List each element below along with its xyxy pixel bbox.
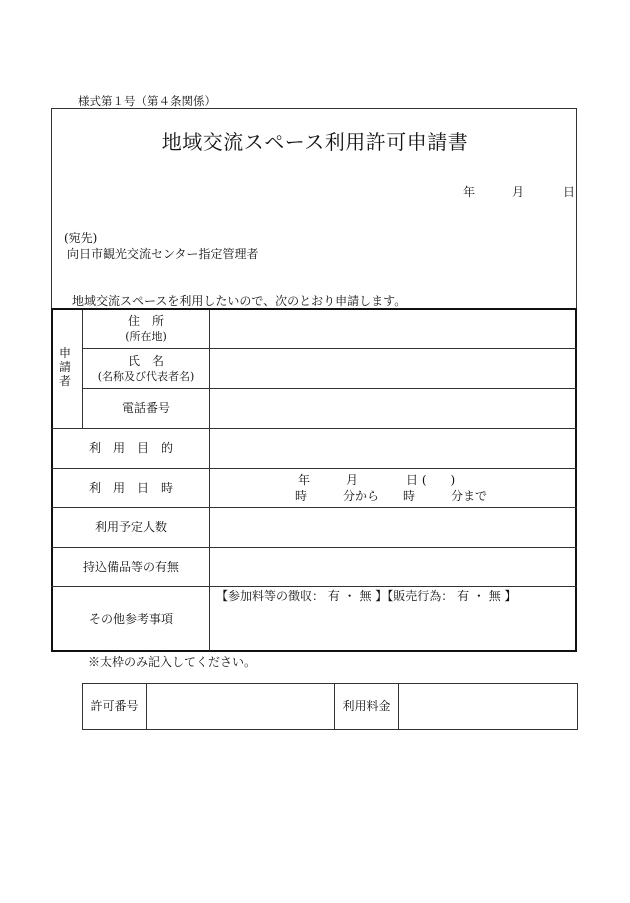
- equipment-label: 持込備品等の有無: [82, 560, 179, 574]
- phone-field[interactable]: [210, 390, 575, 426]
- datetime-date-line[interactable]: 年 月 日 ( ): [298, 473, 456, 487]
- note-text: ※太枠のみ記入してください。: [88, 655, 257, 669]
- date-day-label: 日: [563, 185, 576, 199]
- purpose-label: 利 用 目 的: [88, 441, 173, 455]
- row-divider: [51, 428, 577, 429]
- name-sublabel: (名称及び代表者名): [97, 370, 195, 383]
- permit-number-label: 許可番号: [90, 699, 139, 713]
- page-title: 地域交流スペース利用許可申請書: [161, 130, 469, 154]
- datetime-time-line[interactable]: 時 分から 時 分まで: [295, 489, 488, 503]
- applicant-char: 申: [58, 346, 71, 360]
- people-label: 利用予定人数: [94, 520, 167, 534]
- name-field[interactable]: [210, 350, 575, 386]
- usage-fee-label: 利用料金: [342, 699, 391, 713]
- purpose-field[interactable]: [210, 430, 575, 466]
- datetime-label: 利 用 日 時: [88, 481, 173, 495]
- applicant-section-label: [56, 346, 74, 388]
- other-field[interactable]: 【参加料等の徴収： 有 ・ 無 】【販売行為： 有 ・ 無 】: [216, 589, 517, 603]
- date-month-label: 月: [512, 185, 525, 199]
- applicant-char: 者: [58, 374, 71, 388]
- usage-fee-field[interactable]: [399, 685, 576, 728]
- name-label: 氏 名: [127, 354, 164, 368]
- row-divider: [82, 348, 577, 349]
- row-divider: [51, 468, 577, 469]
- address-label: 住 所: [127, 314, 164, 328]
- addressee-name: 向日市観光交流センター指定管理者: [67, 247, 259, 261]
- row-divider: [51, 586, 577, 587]
- date-year-label: 年: [463, 185, 476, 199]
- form-number: 様式第１号（第４条関係）: [78, 94, 216, 108]
- phone-label: 電話番号: [121, 401, 170, 415]
- people-field[interactable]: [210, 509, 575, 545]
- permit-number-field[interactable]: [147, 685, 334, 728]
- row-divider: [51, 547, 577, 548]
- addressee-label: (宛先): [64, 231, 98, 245]
- row-divider: [82, 388, 577, 389]
- row-divider: [51, 507, 577, 508]
- address-sublabel: (所在地): [125, 330, 167, 343]
- equipment-field[interactable]: [210, 549, 575, 585]
- other-label: その他参考事項: [88, 612, 173, 626]
- address-field[interactable]: [210, 312, 575, 346]
- applicant-char: 請: [58, 360, 71, 374]
- intro-text: 地域交流スペースを利用したいので、次のとおり申請します。: [72, 294, 407, 308]
